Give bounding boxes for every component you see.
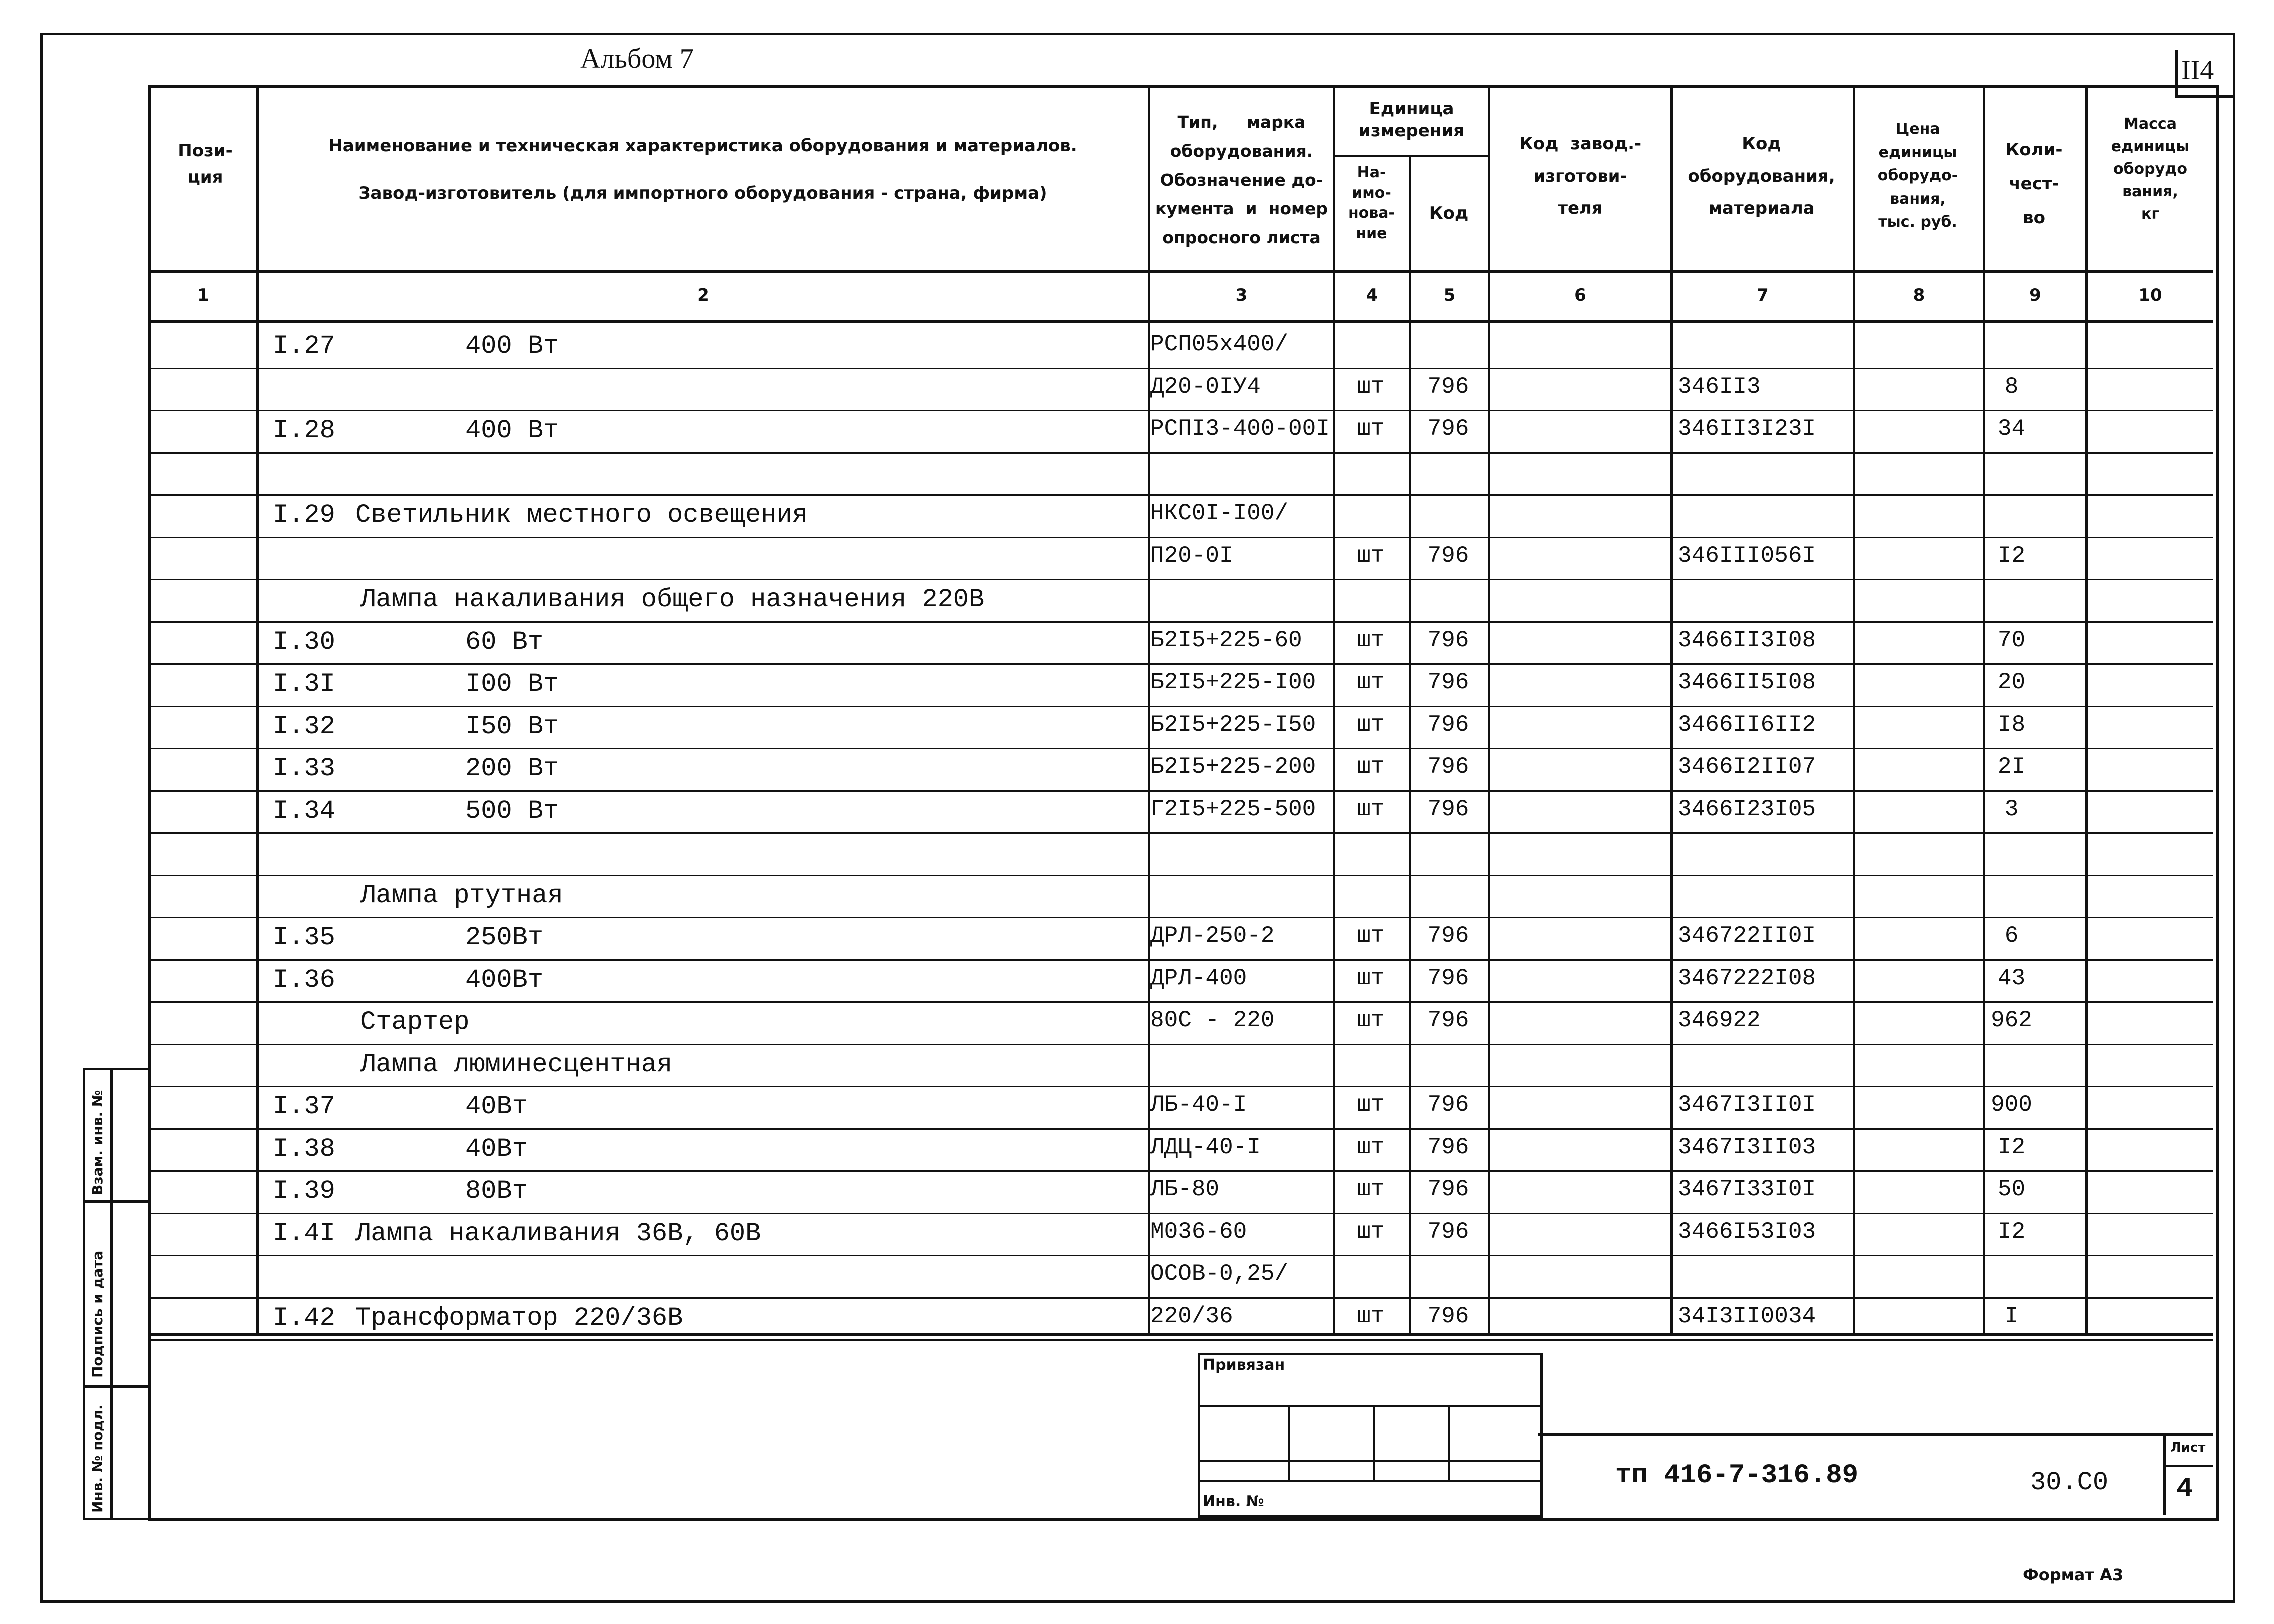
hdr-mass: Масса единицы оборудо вания, кг (2111, 115, 2190, 223)
stamp-vline-3 (1448, 1405, 1450, 1480)
cell-pos: I.27 (273, 331, 335, 361)
hdr-type: Тип, марка оборудования. Обозначение до- кумента и номер опросного листа (1155, 112, 1328, 247)
cell-code: 796 (1427, 373, 1469, 400)
side-label-vzam: Взам. инв. № (89, 1090, 106, 1195)
stamp-line-3 (1198, 1480, 1540, 1482)
cell-unit: шт (1357, 416, 1385, 442)
side-strip-divider (110, 1068, 113, 1518)
cell-type: Б2I5+225-200 (1150, 754, 1316, 780)
row-line (150, 917, 2213, 918)
stamp-vline-1 (1288, 1405, 1290, 1480)
row-line (150, 410, 2213, 411)
cell-name: Светильник местного освещения (355, 500, 808, 530)
cell-code: 796 (1427, 416, 1469, 442)
hdr-unit-name: На- имо- нова- ние (1348, 164, 1395, 242)
cell-eqcode: 346722II0I (1678, 923, 1816, 949)
cell-eqcode: 3466II6II2 (1678, 711, 1816, 738)
side-strip-line-1 (83, 1200, 148, 1203)
cell-qty: I8 (1997, 711, 2026, 738)
cell-qty: 6 (2004, 923, 2019, 949)
row-line (150, 1170, 2213, 1172)
cell-unit: шт (1357, 711, 1385, 738)
sheet-box-line (2163, 1465, 2213, 1467)
cell-eqcode: 3467I3II03 (1678, 1134, 1816, 1160)
hdr-name-line2: Завод-изготовитель (для импортного оборудования - страна, фирма) (358, 183, 1047, 203)
cell-unit: шт (1357, 1134, 1385, 1160)
row-line (150, 875, 2213, 876)
cell-unit: шт (1357, 965, 1385, 991)
cell-qty: I2 (1997, 1218, 2026, 1245)
cell-spec: 40Вт (465, 1134, 528, 1164)
cell-name: Лампа ртутная (360, 880, 563, 910)
cell-code: 796 (1427, 1176, 1469, 1202)
row-line (150, 1255, 2213, 1256)
title-designation: тп 416-7-316.89 (1615, 1460, 1859, 1491)
cell-unit: шт (1357, 373, 1385, 400)
colnum-bottom-line (150, 320, 2213, 323)
cell-pos: I.35 (273, 923, 335, 952)
row-line (150, 959, 2213, 961)
cell-code: 796 (1427, 1007, 1469, 1033)
cell-name: Лампа накаливания общего назначения 220В (360, 585, 985, 614)
hdr-bottom-line (150, 270, 2213, 273)
cell-pos: I.32 (273, 711, 335, 741)
side-strip-line-2 (83, 1385, 148, 1388)
cell-pos: I.33 (273, 754, 335, 783)
sheet-label: Лист (2170, 1440, 2206, 1455)
col-num-6: 6 (1574, 285, 1586, 305)
cell-type: М036-60 (1150, 1218, 1247, 1245)
cell-pos: I.38 (273, 1134, 335, 1164)
cell-unit: шт (1357, 1092, 1385, 1118)
sheet-number: 4 (2176, 1473, 2193, 1505)
cell-code: 796 (1427, 1303, 1469, 1329)
cell-qty: 34 (1997, 416, 2026, 442)
cell-eqcode: 346922 (1678, 1007, 1761, 1033)
cell-name: Трансформатор 220/36В (355, 1303, 683, 1333)
cell-qty: 50 (1997, 1176, 2026, 1202)
cell-type: ДРЛ-400 (1150, 965, 1247, 991)
cell-qty: 70 (1997, 627, 2026, 653)
hdr-name-line1: Наименование и техническая характеристика оборудования и материалов. (328, 136, 1077, 156)
cell-type: ЛБ-80 (1150, 1176, 1220, 1202)
cell-code: 796 (1427, 711, 1469, 738)
hdr-unit-code: Код (1429, 203, 1469, 223)
format-label: Формат А3 (2023, 1565, 2124, 1584)
cell-spec: 400 Вт (465, 331, 559, 361)
cell-code: 796 (1427, 923, 1469, 949)
row-line (150, 1128, 2213, 1130)
hdr-position: Пози- ция (178, 141, 233, 187)
hdr-maker-code: Код завод.- изготови- теля (1519, 134, 1642, 219)
cell-spec: 250Вт (465, 923, 544, 952)
cell-type: 220/36 (1150, 1303, 1233, 1329)
cell-unit: шт (1357, 923, 1385, 949)
cell-eqcode: 3466II5I08 (1678, 669, 1816, 695)
cell-code: 796 (1427, 965, 1469, 991)
col-num-2: 2 (697, 285, 709, 305)
cell-unit: шт (1357, 796, 1385, 822)
row-line (150, 832, 2213, 834)
cell-type: Б2I5+225-I50 (1150, 711, 1316, 738)
cell-pos: I.37 (273, 1092, 335, 1121)
page-ref: II4 (2181, 55, 2214, 86)
row-line (150, 790, 2213, 792)
cell-spec: I50 Вт (465, 711, 559, 741)
col-num-4: 4 (1366, 285, 1378, 305)
album-label: Альбом 7 (580, 43, 694, 74)
cell-pos: I.29 (273, 500, 335, 530)
cell-code: 796 (1427, 1218, 1469, 1245)
row-line (150, 452, 2213, 454)
side-label-podpis: Подпись и дата (89, 1250, 106, 1378)
cell-pos: I.28 (273, 416, 335, 445)
privyazan-label: Привязан (1203, 1356, 1285, 1374)
cell-eqcode: 346II3I23I (1678, 416, 1816, 442)
col-num-9: 9 (2029, 285, 2041, 305)
row-line (150, 663, 2213, 665)
row-line (150, 579, 2213, 580)
cell-type: РСПI3-400-00I (1150, 416, 1330, 442)
cell-qty: 20 (1997, 669, 2026, 695)
cell-type: Б2I5+225-60 (1150, 627, 1302, 653)
cell-type: НКС0I-I00/ (1150, 500, 1289, 526)
stamp-line-1 (1198, 1405, 1540, 1407)
cell-pos: I.30 (273, 627, 335, 657)
cell-eqcode: 3467I33I0I (1678, 1176, 1816, 1202)
cell-pos: I.42 (273, 1303, 335, 1333)
cell-eqcode: 346II3 (1678, 373, 1761, 400)
cell-unit: шт (1357, 1007, 1385, 1033)
stamp-vline-2 (1373, 1405, 1375, 1480)
cell-spec: 60 Вт (465, 627, 544, 657)
cell-unit: шт (1357, 1218, 1385, 1245)
cell-code: 796 (1427, 754, 1469, 780)
cell-qty: I (2004, 1303, 2019, 1329)
cell-pos: I.4I (273, 1218, 335, 1248)
cell-code: 796 (1427, 669, 1469, 695)
hdr-quantity: Коли- чест- во (2005, 140, 2063, 228)
hdr-price: Цена единицы оборудо- вания, тыс. руб. (1877, 120, 1958, 231)
cell-code: 796 (1427, 542, 1469, 569)
cell-qty: 3 (2004, 796, 2019, 822)
cell-code: 796 (1427, 1092, 1469, 1118)
row-line (150, 368, 2213, 369)
cell-type: ЛБ-40-I (1150, 1092, 1247, 1118)
row-line (150, 1086, 2213, 1087)
cell-unit: шт (1357, 1303, 1385, 1329)
cell-type: Г2I5+225-500 (1150, 796, 1316, 822)
cell-type: ЛДЦ-40-I (1150, 1134, 1261, 1160)
cell-spec: I00 Вт (465, 669, 559, 699)
stamp-inv-label: Инв. № (1203, 1493, 1264, 1510)
cell-name: Лампа люминесцентная (360, 1049, 673, 1079)
row-line (150, 1339, 2213, 1341)
cell-eqcode: 3466I53I03 (1678, 1218, 1816, 1245)
row-line (150, 1297, 2213, 1299)
cell-qty: 43 (1997, 965, 2026, 991)
cell-type: РСП05х400/ (1150, 331, 1289, 357)
title-code: 30.С0 (2030, 1468, 2109, 1497)
cell-pos: I.34 (273, 796, 335, 826)
cell-type: ДРЛ-250-2 (1150, 923, 1275, 949)
cell-spec: 200 Вт (465, 754, 559, 783)
cell-unit: шт (1357, 627, 1385, 653)
cell-eqcode: 3467I3II0I (1678, 1092, 1816, 1118)
cell-type: Б2I5+225-I00 (1150, 669, 1316, 695)
cell-qty: 2I (1997, 754, 2026, 780)
cell-type: 80С - 220 (1150, 1007, 1275, 1033)
row-line (150, 706, 2213, 707)
cell-eqcode: 3466I2II07 (1678, 754, 1816, 780)
cell-spec: 40Вт (465, 1092, 528, 1121)
cell-qty: 8 (2004, 373, 2019, 400)
cell-unit: шт (1357, 754, 1385, 780)
cell-code: 796 (1427, 627, 1469, 653)
cell-type: ОСОВ-0,25/ (1150, 1261, 1289, 1287)
cell-spec: 500 Вт (465, 796, 559, 826)
row-line (150, 748, 2213, 749)
cell-eqcode: 3467222I08 (1678, 965, 1816, 991)
hdr-equipment-code: Код оборудования, материала (1688, 134, 1835, 219)
cell-spec: 400Вт (465, 965, 544, 995)
cell-code: 796 (1427, 796, 1469, 822)
hdr-unit: Единица измерения (1359, 99, 1464, 141)
col-num-1: 1 (197, 285, 209, 305)
cell-qty: 900 (1991, 1092, 2032, 1118)
col-num-8: 8 (1913, 285, 1925, 305)
row-line (150, 621, 2213, 623)
cell-pos: I.39 (273, 1176, 335, 1206)
col-num-7: 7 (1757, 285, 1769, 305)
cell-unit: шт (1357, 542, 1385, 569)
cell-type: Д20-0IУ4 (1150, 373, 1261, 400)
cell-eqcode: 3466I23I05 (1678, 796, 1816, 822)
row-line (150, 1001, 2213, 1003)
cell-unit: шт (1357, 669, 1385, 695)
cell-eqcode: 3466II3I08 (1678, 627, 1816, 653)
title-block-top (1538, 1433, 2213, 1436)
cell-unit: шт (1357, 1176, 1385, 1202)
cell-pos: I.36 (273, 965, 335, 995)
cell-spec: 80Вт (465, 1176, 528, 1206)
row-line (150, 1044, 2213, 1045)
side-label-inv: Инв. № подл. (89, 1404, 106, 1513)
cell-code: 796 (1427, 1134, 1469, 1160)
cell-pos: I.3I (273, 669, 335, 699)
row-line (150, 537, 2213, 538)
cell-eqcode: 346III056I (1678, 542, 1816, 569)
stamp-line-2 (1198, 1460, 1540, 1462)
cell-qty: 962 (1991, 1007, 2032, 1033)
cell-eqcode: 34I3II0034 (1678, 1303, 1816, 1329)
row-line (150, 1213, 2213, 1214)
cell-name: Лампа накаливания 36В, 60В (355, 1218, 761, 1248)
row-line (150, 494, 2213, 496)
cell-type: П20-0I (1150, 542, 1233, 569)
col-num-10: 10 (2138, 285, 2162, 305)
table-bottom-line (150, 1333, 2213, 1336)
col-num-5: 5 (1443, 285, 1456, 305)
cell-qty: I2 (1997, 1134, 2026, 1160)
col-num-3: 3 (1235, 285, 1248, 305)
cell-spec: 400 Вт (465, 416, 559, 445)
cell-qty: I2 (1997, 542, 2026, 569)
unit-subheader-line (1333, 155, 1488, 157)
cell-name: Стартер (360, 1007, 470, 1037)
